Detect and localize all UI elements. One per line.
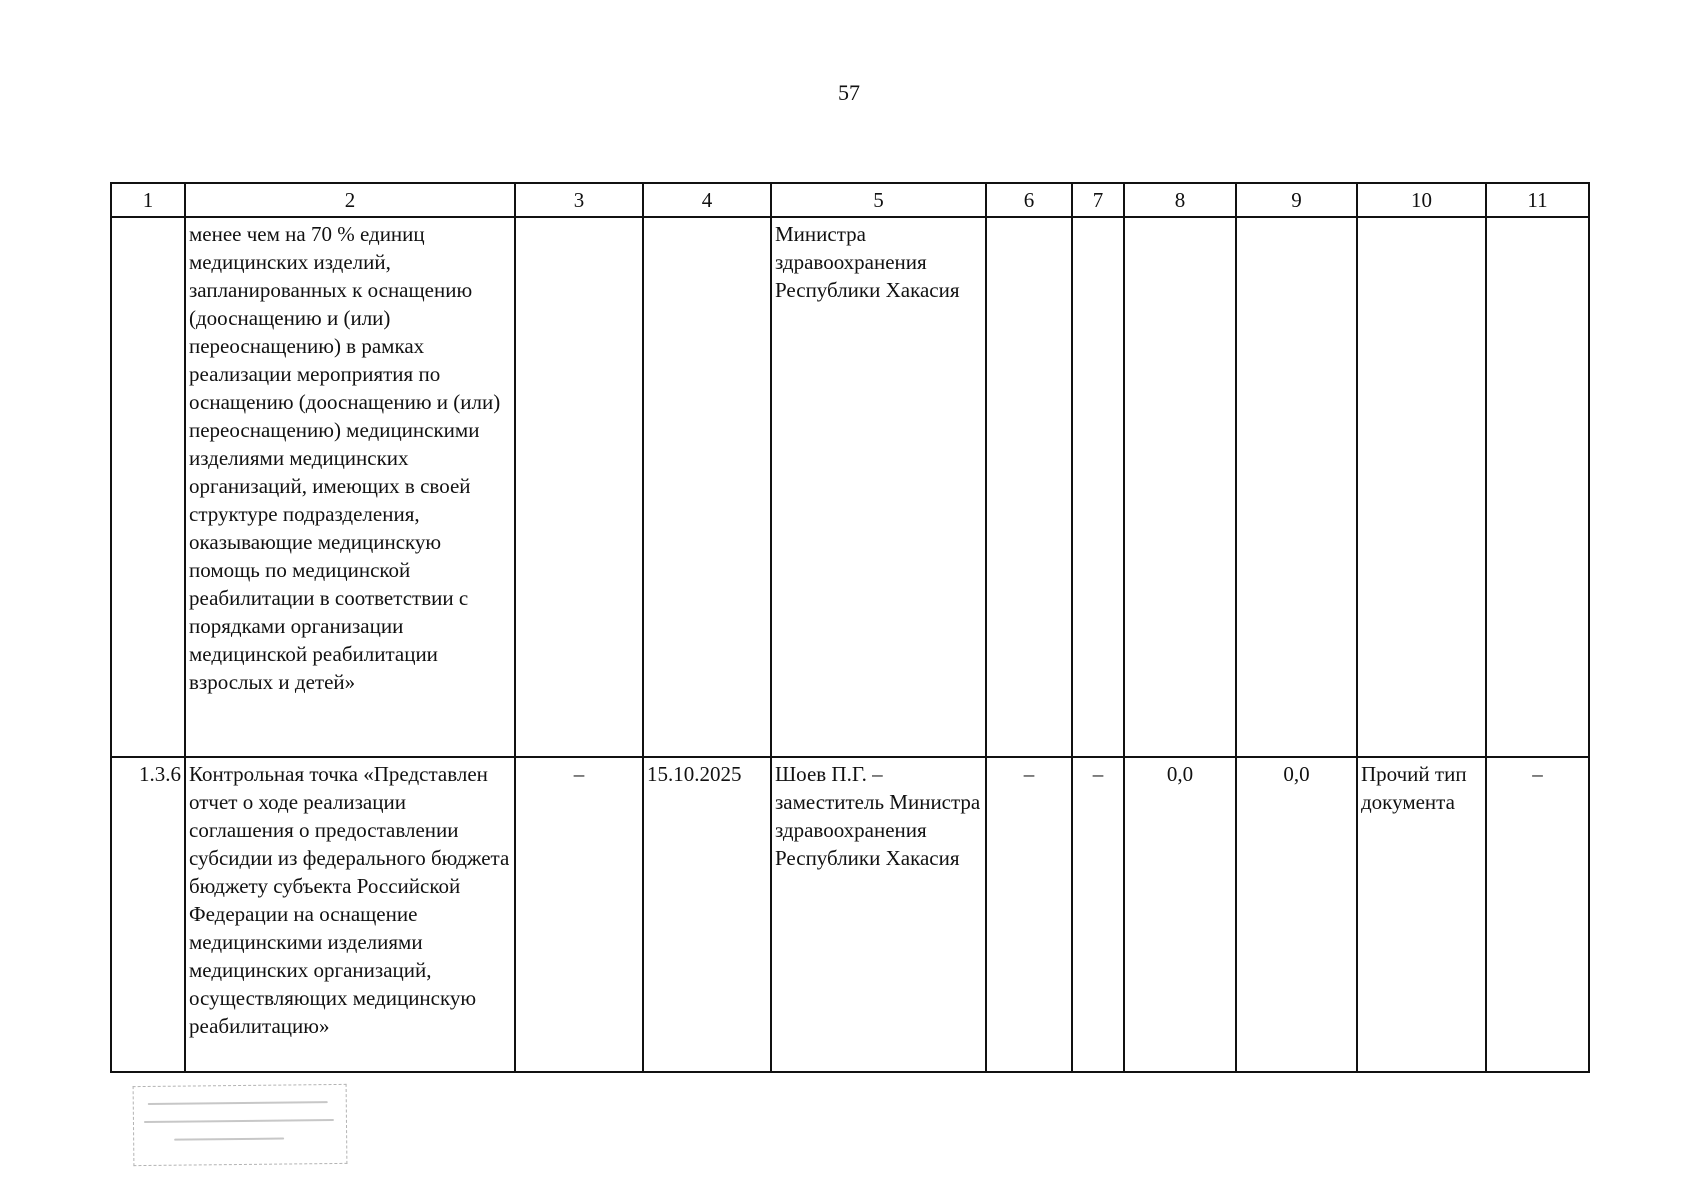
- column-header: 11: [1486, 183, 1589, 217]
- table-cell-number: 1.3.6: [111, 757, 185, 1072]
- table-cell-description: менее чем на 70 % единиц медицинских изделий, запланированных к оснащению (дооснащению и (или) переоснащению) в рамках реализации мероприятия по оснащению (дооснащению и (или) переоснащению) медицинскими изделиями медицинских организаций, имеющих в своей структуре подразделения, оказывающие медицинскую помощь по медицинской реабилитации в соответствии с порядками организации медицинской реабилитации взрослых и детей»: [185, 217, 515, 757]
- table-cell-col11: –: [1486, 757, 1589, 1072]
- table-cell-col7: [1072, 217, 1124, 757]
- table-cell-document-type: Прочий тип документа: [1357, 757, 1486, 1072]
- plan-table: [110, 182, 1590, 1073]
- table-header-row: [111, 183, 1589, 217]
- table-cell-document-type: [1357, 217, 1486, 757]
- page-number: 57: [838, 80, 860, 105]
- column-header: 6: [986, 183, 1072, 217]
- table-cell-col9: 0,0: [1236, 757, 1357, 1072]
- column-header: 10: [1357, 183, 1486, 217]
- table-cell-date: 15.10.2025: [643, 757, 771, 1072]
- column-header: 2: [185, 183, 515, 217]
- column-header: 5: [771, 183, 986, 217]
- column-header: 9: [1236, 183, 1357, 217]
- table-cell-col3: –: [515, 757, 643, 1072]
- table-row: [111, 757, 1589, 1072]
- table-cell-col8: 0,0: [1124, 757, 1236, 1072]
- table-cell-responsible: Министра здравоохранения Республики Хакасия: [771, 217, 986, 757]
- table-cell-date: [643, 217, 771, 757]
- column-header: 8: [1124, 183, 1236, 217]
- column-header: 1: [111, 183, 185, 217]
- table-cell-col6: [986, 217, 1072, 757]
- table-cell-responsible: Шоев П.Г. – заместитель Министра здравоохранения Республики Хакасия: [771, 757, 986, 1072]
- table-cell-number: [111, 217, 185, 757]
- table-cell-description: Контрольная точка «Представлен отчет о ходе реализации соглашения о предоставлении субсидии из федерального бюджета бюджету субъекта Российской Федерации на оснащение медицинскими изделиями медицинских организаций, осуществляющих медицинскую реабилитацию»: [185, 757, 515, 1072]
- table-cell-col7: –: [1072, 757, 1124, 1072]
- faded-stamp: [133, 1084, 348, 1166]
- table-cell-col8: [1124, 217, 1236, 757]
- table-cell-col11: [1486, 217, 1589, 757]
- table-cell-col9: [1236, 217, 1357, 757]
- table-row: [111, 217, 1589, 757]
- table-cell-col6: –: [986, 757, 1072, 1072]
- column-header: 3: [515, 183, 643, 217]
- column-header: 7: [1072, 183, 1124, 217]
- table-cell-col3: [515, 217, 643, 757]
- column-header: 4: [643, 183, 771, 217]
